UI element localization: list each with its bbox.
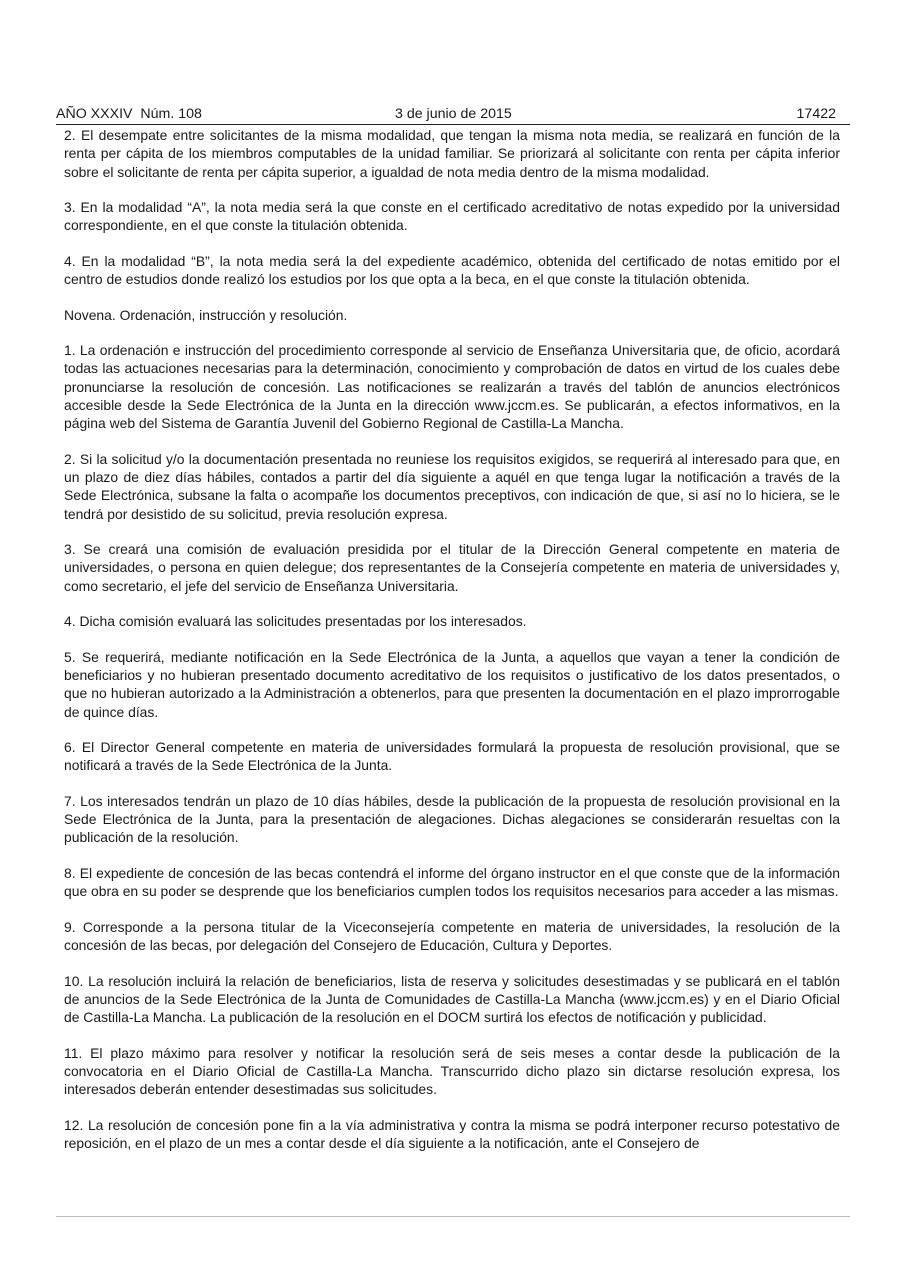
paragraph: 10. La resolución incluirá la relación de beneficiarios, lista de reserva y solicitudes desestimadas y se publicará en el tablón de anuncios de la Sede Electrónica de la Junta de Comunidades de Castilla-La Mancha (www.jccm.es) y en el Diario Oficial de Castilla-La Mancha. La publicación de la resolución en el DOCM surtirá los efectos de notificación y publicidad.: [64, 972, 840, 1026]
issue-label: AÑO XXXIV Núm. 108: [56, 106, 202, 122]
paragraph: 6. El Director General competente en materia de universidades formulará la propuesta de resolución provisional, que se notificará a través de la Sede Electrónica de la Junta.: [64, 739, 840, 774]
paragraph: 8. El expediente de concesión de las becas contendrá el informe del órgano instructor en el que conste que de la información que obra en su poder se desprende que los beneficiarios cumplen todos los requisitos necesarios para acceder a las mismas.: [64, 864, 840, 900]
page-header: [56, 104, 850, 124]
paragraph: 3. En la modalidad “A”, la nota media será la que conste en el certificado acreditativo de notas expedido por la universidad correspondiente, en el que conste la titulación obtenida.: [64, 199, 840, 234]
paragraph: 9. Corresponde a la persona titular de la Viceconsejería competente en materia de universidades, la resolución de la concesión de las becas, por delegación del Consejero de Educación, Cultura y Deportes.: [64, 918, 840, 954]
paragraph: 1. La ordenación e instrucción del procedimiento corresponde al servicio de Enseñanza Universitaria que, de oficio, acordará todas las actuaciones necesarias para la determinación, conocimiento y comprobación de datos en virtud de los cuales debe pronunciarse la resolución de concesión. Las notificaciones se realizarán a través del tablón de anuncios electrónicos accesible desde la Sede Electrónica de la Junta en la dirección www.jccm.es. Se publicarán, a efectos informativos, en la página web del Sistema de Garantía Juvenil del Gobierno Regional de Castilla-La Mancha.: [64, 342, 840, 432]
page-number: 17422: [796, 106, 836, 122]
paragraph: 4. En la modalidad “B”, la nota media será la del expediente académico, obtenida del certificado de notas emitido por el centro de estudios donde realizó los estudios por los que opta a la beca, en el que conste la titulación obtenida.: [64, 252, 840, 288]
paragraph: 5. Se requerirá, mediante notificación en la Sede Electrónica de la Junta, a aquellos que vayan a tener la condición de beneficiarios y no hubieran presentado documento acreditativo de los requisitos o justificativo de los datos presentados, o que no hubieran autorizado a la Administración a obtenerlos, para que presenten la documentación en el plazo improrrogable de quince días.: [64, 648, 840, 720]
paragraph: 4. Dicha comisión evaluará las solicitudes presentadas por los interesados.: [64, 613, 527, 630]
paragraph: 7. Los interesados tendrán un plazo de 10 días hábiles, desde la publicación de la propuesta de resolución provisional en la Sede Electrónica de la Junta, para la presentación de alegaciones. Dichas alegaciones se considerarán resueltas con la publicación de la resolución.: [64, 792, 840, 846]
section-heading: Novena. Ordenación, instrucción y resolución.: [64, 306, 348, 323]
publication-date: 3 de junio de 2015: [395, 106, 512, 122]
paragraph: 3. Se creará una comisión de evaluación presidida por el titular de la Dirección General competente en materia de universidades, o persona en quien delegue; dos representantes de la Consejería competente en materia de universidades y, como secretario, el jefe del servicio de Enseñanza Universitaria.: [64, 541, 840, 594]
header-divider: [56, 124, 850, 125]
footer-divider: [56, 1216, 850, 1217]
paragraph: 12. La resolución de concesión pone fin a la vía administrativa y contra la misma se podrá interponer recurso potestativo de reposición, en el plazo de un mes a contar desde el día siguiente a la notificación, ante el Consejero de: [64, 1116, 840, 1151]
document-body: [64, 126, 840, 1152]
paragraph: 2. Si la solicitud y/o la documentación presentada no reuniese los requisitos exigidos, se requerirá al interesado para que, en un plazo de diez días hábiles, contados a partir del día siguiente a aquél en que tenga lugar la notificación a través de la Sede Electrónica, subsane la falta o acompañe los documentos preceptivos, con indicación de que, si así no lo hiciera, se le tendrá por desistido de su solicitud, previa resolución expresa.: [64, 450, 840, 522]
paragraph: 11. El plazo máximo para resolver y notificar la resolución será de seis meses a contar desde la publicación de la convocatoria en el Diario Oficial de Castilla-La Mancha. Transcurrido dicho plazo sin dictarse resolución expresa, los interesados deberán entender desestimadas sus solicitudes.: [64, 1044, 840, 1098]
paragraph: 2. El desempate entre solicitantes de la misma modalidad, que tengan la misma nota media, se realizará en función de la renta per cápita de los miembros computables de la unidad familiar. Se priorizará al solicitante con renta per cápita inferior sobre el solicitante de renta per cápita superior, a igualdad de nota media dentro de la misma modalidad.: [64, 127, 840, 180]
